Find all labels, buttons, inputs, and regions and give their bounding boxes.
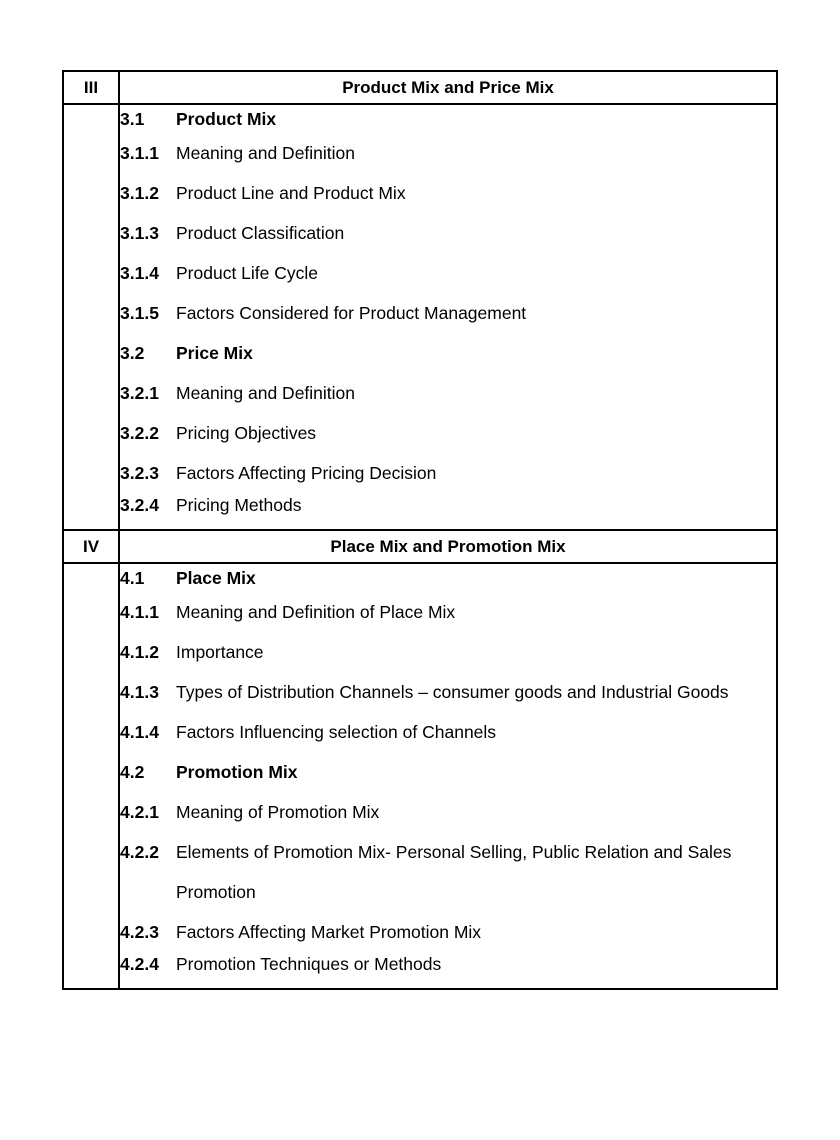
topic-text: Factors Influencing selection of Channels [176,721,497,742]
topic-item [120,752,776,792]
topic-number: 4.2 [120,761,145,782]
unit-blank-cell [63,104,119,530]
topic-text: Factors Affecting Pricing Decision [176,462,437,483]
topic-number: 4.1.2 [120,641,159,662]
topic-text: Promotion Mix [176,761,298,782]
topic-text: Meaning of Promotion Mix [176,801,380,822]
topic-number: 3.2.1 [120,382,159,403]
unit-content-row [63,563,777,989]
topic-number: 3.1 [120,108,145,129]
topic-text: Meaning and Definition [176,382,356,403]
topic-item [120,564,776,592]
topic-number: 3.2.4 [120,495,159,515]
topic-text: Pricing Methods [176,495,302,515]
topic-item [120,373,776,413]
unit-numeral: III [63,71,119,104]
topic-text: Promotion Techniques or Methods [176,954,442,974]
topic-item [120,493,776,529]
topic-text: Factors Affecting Market Promotion Mix [176,921,482,942]
topic-number: 4.2.4 [120,954,159,974]
topic-number: 3.1.3 [120,222,159,243]
topic-text: Types of Distribution Channels – consumer goods and Industrial Goods [176,681,729,702]
topic-continuation [120,872,776,912]
topic-number: 3.2.3 [120,462,159,483]
topic-item [120,213,776,253]
unit-content-row [63,104,777,530]
topic-item [120,832,776,872]
topic-number: 3.1.5 [120,302,159,323]
topic-number: 4.1.1 [120,601,159,622]
topic-item [120,672,776,712]
unit-title: Place Mix and Promotion Mix [119,530,777,563]
unit-topics-cell [119,563,777,989]
topic-number: 4.1.3 [120,681,159,702]
topic-item [120,453,776,493]
topic-number: 3.1.2 [120,182,159,203]
topic-item [120,253,776,293]
topic-number: 4.1 [120,567,145,588]
topic-item [120,632,776,672]
topic-text: Product Line and Product Mix [176,182,406,203]
topic-text: Meaning and Definition of Place Mix [176,601,456,622]
topic-item [120,293,776,333]
topic-text: Price Mix [176,342,253,363]
topic-number: 4.2.2 [120,841,159,862]
unit-title: Product Mix and Price Mix [119,71,777,104]
topic-text: Importance [176,641,264,662]
topic-number: 3.1.1 [120,142,159,163]
topic-number: 3.2 [120,342,145,363]
topic-item [120,133,776,173]
topic-item [120,333,776,373]
topic-item [120,173,776,213]
topic-number: 3.2.2 [120,422,159,443]
topic-text: Promotion [176,881,256,902]
topic-text: Product Mix [176,108,277,129]
unit-header-row [63,71,777,104]
topic-text: Elements of Promotion Mix- Personal Selling, Public Relation and Sales [176,841,732,862]
topic-number: 4.2.1 [120,801,159,822]
topic-text: Pricing Objectives [176,422,317,443]
topic-item [120,413,776,453]
unit-blank-cell [63,563,119,989]
unit-header-row [63,530,777,563]
topic-item [120,712,776,752]
topic-text: Factors Considered for Product Management [176,302,527,323]
topic-number: 4.2.3 [120,921,159,942]
topic-number: 4.1.4 [120,721,159,742]
syllabus-table [62,70,778,990]
topic-text: Meaning and Definition [176,142,356,163]
syllabus-body [63,71,777,989]
topic-text: Product Classification [176,222,345,243]
topic-text: Product Life Cycle [176,262,319,283]
topic-item [120,792,776,832]
topic-text: Place Mix [176,567,256,588]
topic-item [120,912,776,952]
unit-numeral: IV [63,530,119,563]
topic-number: 3.1.4 [120,262,159,283]
topic-item [120,952,776,988]
topic-item [120,592,776,632]
unit-topics-cell [119,104,777,530]
topic-item [120,105,776,133]
